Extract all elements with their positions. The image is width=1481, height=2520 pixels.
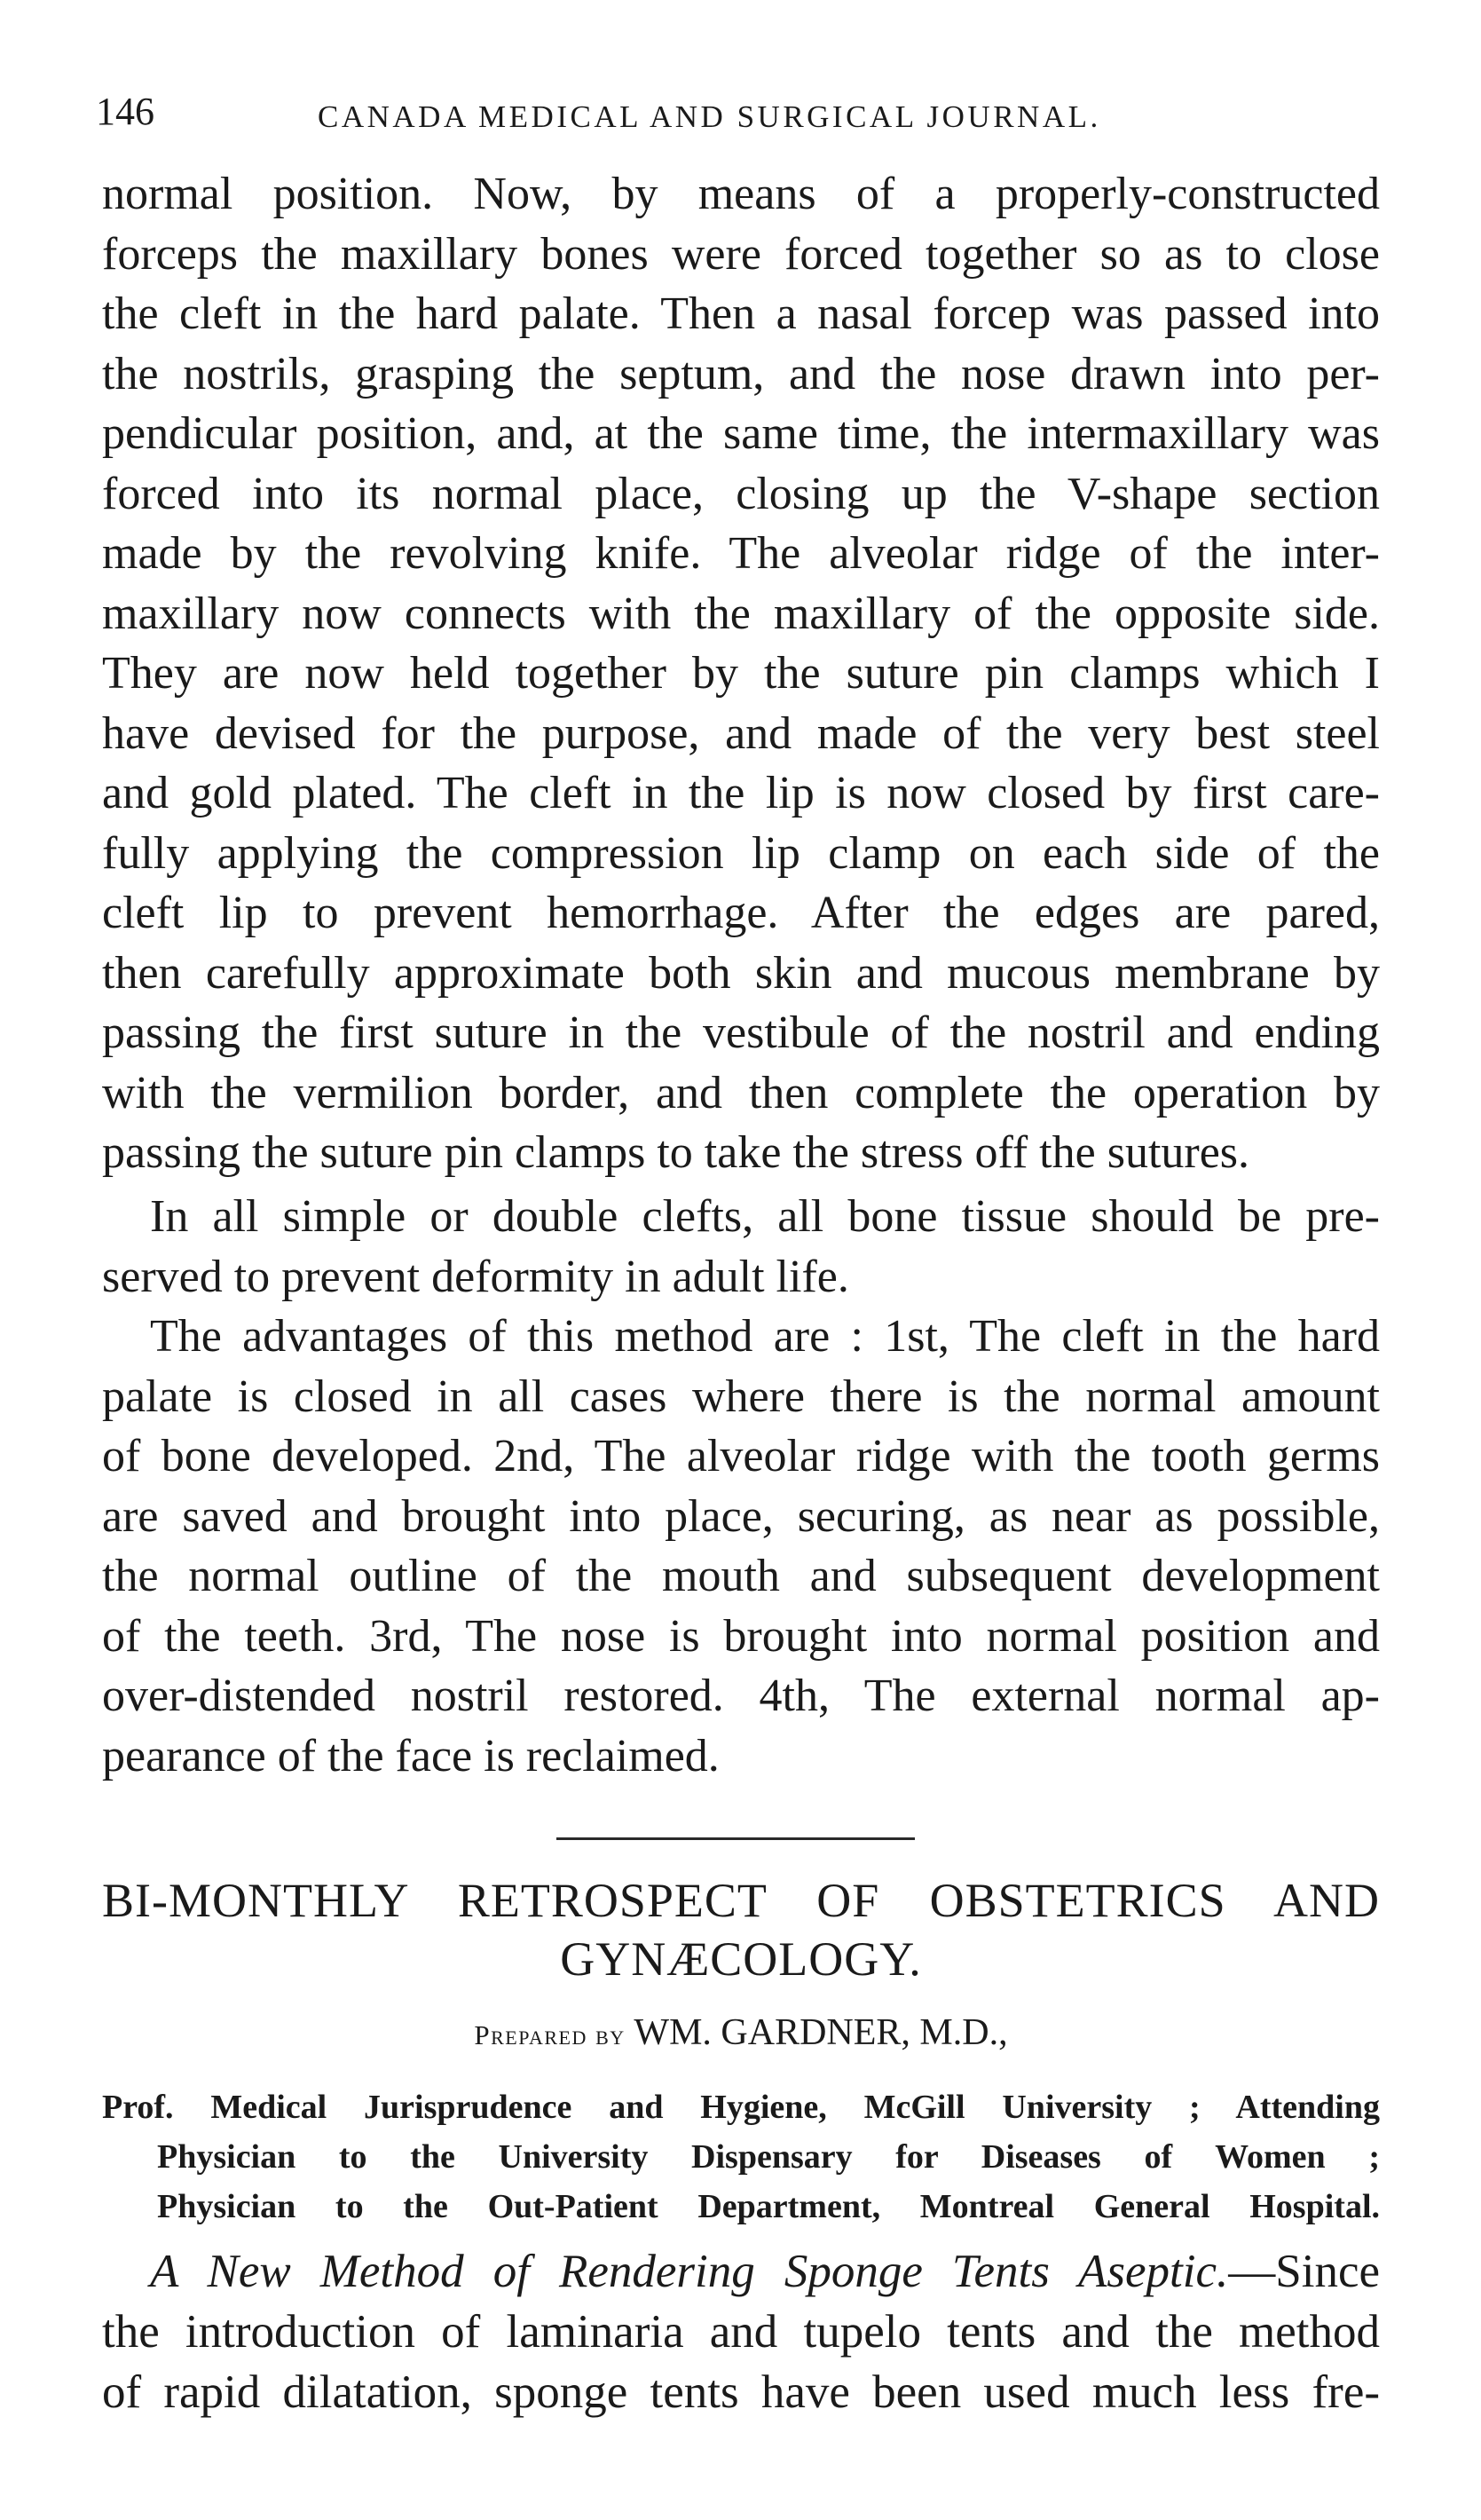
page-number: 146 [96,90,154,133]
running-head [96,85,1374,138]
paragraph-3 [102,1307,1380,1786]
text-line: have devised for the purpose, and made of the very best steel [102,707,1380,759]
affiliation-line: Prof. Medical Jurisprudence and Hygiene, McGill University ; Attending [102,2089,1380,2126]
article-first-line [102,2241,1380,2302]
text-line: palate is closed in all cases where there is the normal amount [102,1371,1380,1422]
text-line: In all simple or double clefts, all bone tissue should be pre- [150,1191,1380,1242]
paragraph-1 [102,164,1380,1183]
text-line: served to prevent deformity in adult life. [102,1251,849,1302]
text-line: The advantages of this method are : 1st, The cleft in the hard [150,1311,1380,1362]
text-line: of rapid dilatation, sponge tents have been used much less fre- [102,2366,1380,2418]
text-line: over-distended nostril restored. 4th, The external normal ap- [102,1671,1380,1721]
text-line: are saved and brought into place, securing, as near as possible, [102,1490,1380,1542]
text-line: the nostrils, grasping the septum, and the nose drawn into per- [102,348,1380,399]
text-line: forceps the maxillary bones were forced together so as to close [102,228,1380,280]
text-line: pendicular position, and, at the same time, the intermaxillary was [102,408,1380,459]
text-line: of the teeth. 3rd, The nose is brought into normal position and [102,1610,1380,1662]
text-line: the cleft in the hard palate. Then a nasal forcep was passed into [102,288,1380,339]
byline-prefix: Prepared by [474,2019,626,2050]
paragraph-2 [102,1187,1380,1307]
text-line: with the vermilion border, and then complete the operation by [102,1067,1380,1118]
text-line: then carefully approximate both skin and mucous membrane by [102,947,1380,999]
text-line: and gold plated. The cleft in the lip is now closed by first care- [102,768,1380,818]
affiliation-line: Physician to the University Dispensary for Diseases of Women ; [157,2138,1380,2176]
text-line: maxillary now connects with the maxillary of the opposite side. [102,588,1380,639]
section-divider [556,1837,915,1840]
text-line: the normal outline of the mouth and subsequent development [102,1551,1380,1601]
article-text: —Since [1228,2246,1380,2297]
text-line: cleft lip to prevent hemorrhage. After the edges are pared, [102,888,1380,938]
text-line: made by the revolving knife. The alveolar ridge of the inter- [102,528,1380,579]
section-heading [102,1871,1380,1988]
section-heading-line: GYNÆCOLOGY. [560,1932,922,1986]
text-line: passing the first suture in the vestibule of the nostril and ending [102,1007,1380,1058]
text-line: the introduction of laminaria and tupelo tents and the method [102,2306,1380,2358]
text-line: fully applying the compression lip clamp on each side of the [102,827,1380,879]
text-line: They are now held together by the suture pin clamps which I [102,648,1380,699]
affiliation-line: Physician to the Out-Patient Department, Montreal General Hospital. [157,2188,1380,2225]
text-line: forced into its normal place, closing up the V-shape section [102,468,1380,519]
text-line: of bone developed. 2nd, The alveolar ridge with the tooth germs [102,1431,1380,1481]
article-opening [102,2241,1380,2422]
text-line: normal position. Now, by means of a properly-constructed [102,169,1380,219]
byline [102,2008,1380,2060]
text-line: pearance of the face is reclaimed. [102,1730,720,1781]
author-affiliation [102,2082,1380,2232]
section-heading-line: BI-MONTHLY RETROSPECT OF OBSTETRICS AND [102,1874,1380,1927]
journal-title: CANADA MEDICAL AND SURGICAL JOURNAL. [318,99,1101,134]
text-line: passing the suture pin clamps to take the stress off the sutures. [102,1127,1250,1178]
article-title: A New Method of Rendering Sponge Tents Aseptic. [150,2246,1229,2297]
byline-name: WM. GARDNER, M.D., [634,2012,1008,2053]
